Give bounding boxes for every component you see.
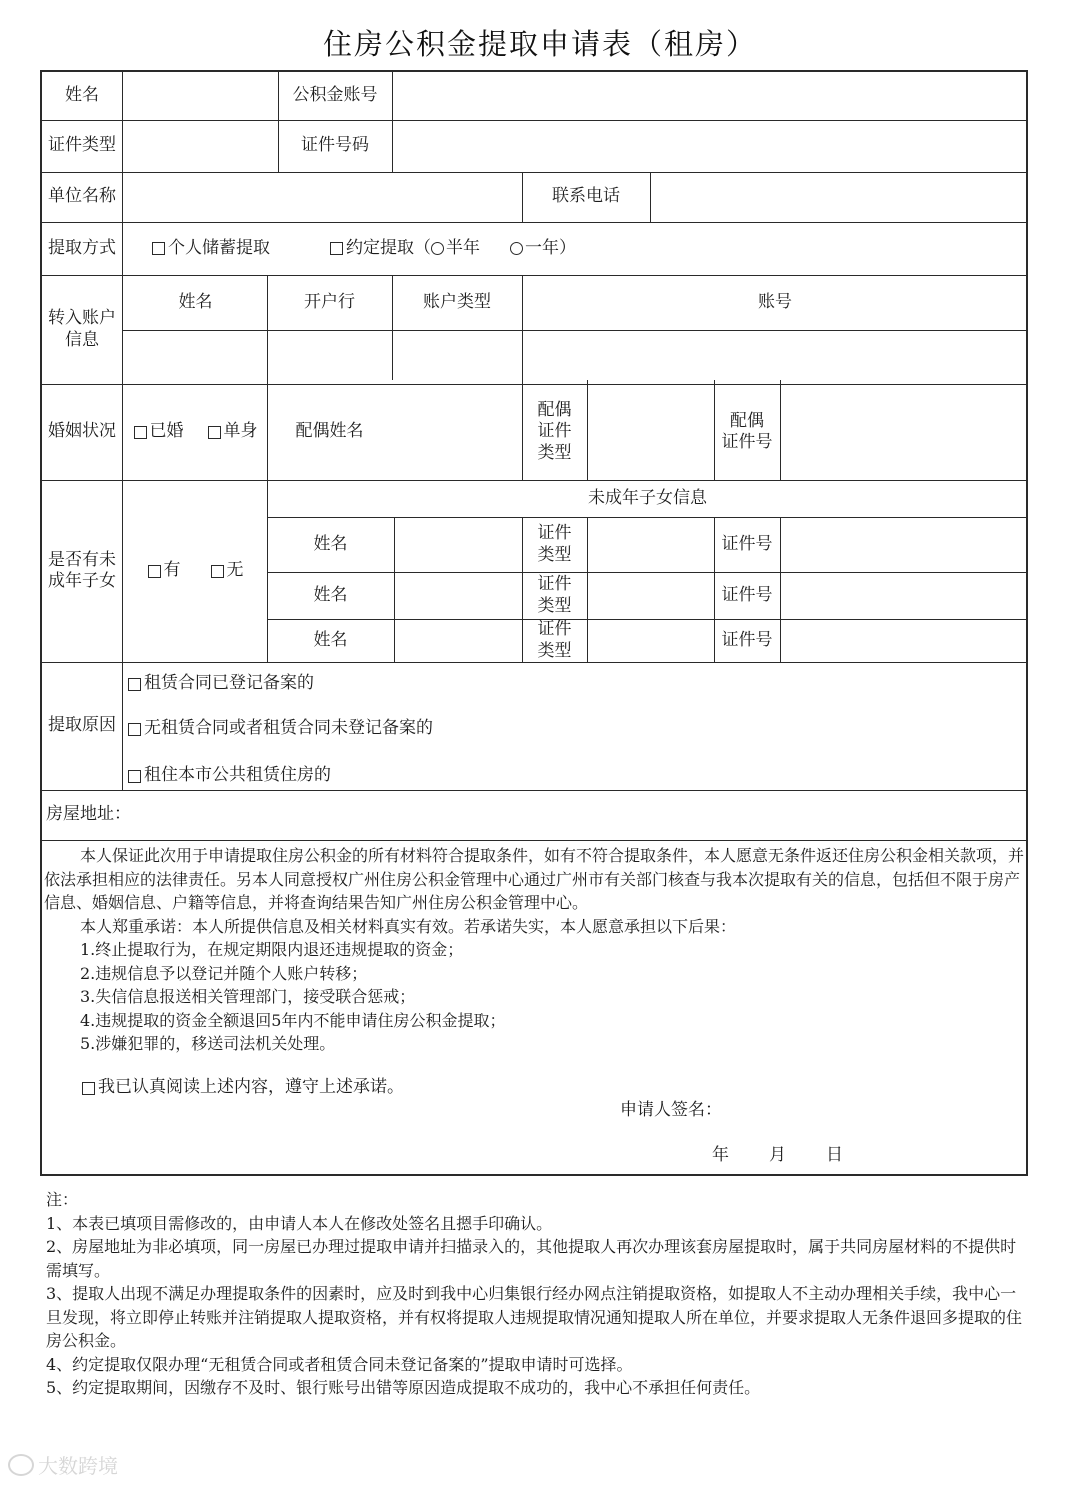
child-id-type-field[interactable] — [588, 619, 714, 662]
form-title: 住房公积金提取申请表（租房） — [322, 27, 757, 61]
child-id-type-label: 证件 类型 — [537, 574, 572, 616]
one-year-option: 一年） — [525, 237, 576, 258]
pledge-paragraph-2: 本人郑重承诺：本人所提供信息及相关材料真实有效。若承诺失实，本人愿意承担以下后果： — [80, 916, 737, 936]
child-id-type-label: 证件 类型 — [537, 619, 572, 661]
single-option[interactable]: 单身 — [208, 421, 258, 442]
radio-icon[interactable] — [510, 242, 523, 255]
transfer-bank-field[interactable] — [268, 331, 392, 383]
checkbox-icon[interactable] — [211, 565, 224, 578]
spouse-name-field[interactable] — [394, 384, 522, 480]
date-line — [712, 1143, 1012, 1169]
spouse-id-type-field[interactable] — [588, 384, 714, 480]
signature-label: 申请人签名： — [620, 1100, 722, 1121]
note-3: 3、提取人出现不满足办理提取条件的因素时，应及时到我中心归集银行经办网点注销提取资格，如提取人不主动办理相关手续，我中心一旦发现，将立即停止转账并注销提取人提取资格，并有权将提取人违规提取情况通知提取人所在单位，并要求提取人无条件退回多提取的住房公积金。 — [46, 1284, 1023, 1350]
day-label: 日 — [826, 1145, 843, 1166]
phone-label: 联系电话 — [552, 186, 620, 207]
note-2: 2、房屋地址为非必填项，同一房屋已办理过提取申请并扫描录入的，其他提取人再次办理该套房屋提取时，属于共同房屋材料的不提供时需填写。 — [46, 1237, 1017, 1280]
id-type-label: 证件类型 — [48, 135, 116, 156]
transfer-bank-header: 开户行 — [304, 291, 355, 312]
spouse-id-no-label: 配偶 证件号 — [721, 410, 773, 452]
month-label: 月 — [769, 1145, 786, 1166]
checkbox-icon[interactable] — [148, 565, 161, 578]
employer-label: 单位名称 — [48, 186, 116, 207]
checkbox-icon[interactable] — [134, 426, 147, 439]
watermark-logo-icon — [8, 1454, 34, 1476]
note-5: 5、约定提取期间，因缴存不及时、银行账号出错等原因造成提取不成功的，我中心不承担任何责任。 — [46, 1378, 761, 1397]
reason-label: 提取原因 — [48, 715, 116, 736]
name-field[interactable] — [124, 72, 276, 120]
id-number-label: 证件号码 — [301, 135, 369, 156]
id-number-field[interactable] — [394, 120, 1026, 172]
checkbox-icon[interactable] — [128, 678, 141, 691]
method-agreed-option[interactable]: 约定提取（ 半年 一年） — [330, 222, 800, 275]
transfer-name-header: 姓名 — [178, 291, 213, 312]
child-name-field[interactable] — [395, 572, 522, 619]
half-year-option: 半年 — [446, 237, 480, 258]
transfer-account-type-field[interactable] — [393, 331, 522, 383]
child-id-no-label: 证件号 — [721, 629, 773, 650]
child-id-no-field[interactable] — [782, 517, 1026, 572]
transfer-account-no-field[interactable] — [523, 331, 1026, 383]
consequence-4: 4.违规提取的资金全额退回5年内不能申请住房公积金提取； — [80, 1010, 506, 1030]
notes-section — [46, 1188, 1026, 1400]
fund-account-field[interactable] — [394, 72, 1026, 120]
pledge-text — [44, 844, 1028, 1056]
transfer-account-label: 转入账户 信息 — [48, 308, 116, 350]
child-name-label: 姓名 — [313, 533, 348, 554]
minor-children-label: 是否有未 成年子女 — [48, 549, 116, 591]
child-name-label: 姓名 — [313, 584, 348, 605]
note-1: 1、本表已填项目需修改的，由申请人本人在修改处签名且摁手印确认。 — [46, 1213, 553, 1233]
child-id-type-label: 证件 类型 — [537, 523, 572, 565]
child-name-field[interactable] — [395, 517, 522, 572]
marital-options — [124, 384, 267, 480]
name-label: 姓名 — [65, 85, 99, 106]
checkbox-icon[interactable] — [82, 1082, 95, 1095]
phone-field[interactable] — [652, 172, 1026, 222]
pledge-paragraph-1: 本人保证此次用于申请提取住房公积金的所有材料符合提取条件，如有不符合提取条件，本人愿意无条件返还住房公积金相关款项，并依法承担相应的法律责任。另本人同意授权广州住房公积金管理中心通过广州市有关部门核查与我本次提取有关的信息，包括但不限于房产信息、婚姻信息、户籍等信息，并将查询结果告知广州住房公积金管理中心。 — [44, 846, 1025, 912]
address-field[interactable] — [166, 792, 1026, 838]
method-label: 提取方式 — [48, 237, 116, 258]
minor-options — [124, 480, 267, 662]
radio-icon[interactable] — [431, 242, 444, 255]
transfer-name-field[interactable] — [124, 331, 267, 383]
child-id-no-field[interactable] — [782, 619, 1026, 662]
marital-label: 婚姻状况 — [48, 421, 116, 442]
consequence-5: 5.涉嫌犯罪的，移送司法机关处理。 — [80, 1034, 336, 1053]
note-4: 4、约定提取仅限办理“无租赁合同或者租赁合同未登记备案的”提取申请时可选择。 — [46, 1354, 633, 1374]
checkbox-icon[interactable] — [128, 770, 141, 783]
spouse-id-type-label: 配偶 证件 类型 — [537, 400, 572, 463]
consequence-3: 3.失信信息报送相关管理部门，接受联合惩戒； — [80, 987, 416, 1006]
child-id-type-field[interactable] — [588, 572, 714, 619]
id-type-field[interactable] — [124, 120, 276, 172]
checkbox-icon[interactable] — [208, 426, 221, 439]
child-id-type-field[interactable] — [588, 517, 714, 572]
minor-no-option[interactable]: 无 — [211, 560, 244, 581]
child-id-no-field[interactable] — [782, 572, 1026, 619]
watermark: 大数跨境 — [8, 1450, 118, 1479]
child-id-no-label: 证件号 — [721, 533, 773, 554]
confirm-option[interactable]: 我已认真阅读上述内容，遵守上述承诺。 — [82, 1075, 582, 1101]
married-option[interactable]: 已婚 — [134, 421, 184, 442]
spouse-id-no-field[interactable] — [782, 384, 1026, 480]
child-id-no-label: 证件号 — [721, 584, 773, 605]
checkbox-icon[interactable] — [128, 723, 141, 736]
spouse-name-label: 配偶姓名 — [295, 421, 364, 442]
minor-yes-option[interactable]: 有 — [148, 560, 181, 581]
employer-field[interactable] — [124, 172, 520, 222]
reason-option-3[interactable]: 租住本市公共租赁住房的 — [128, 762, 728, 790]
child-name-field[interactable] — [395, 619, 522, 662]
reason-option-2[interactable]: 无租赁合同或者租赁合同未登记备案的 — [128, 715, 728, 743]
fund-account-label: 公积金账号 — [292, 85, 378, 106]
consequence-2: 2.违规信息予以登记并随个人账户转移； — [80, 963, 368, 983]
reason-option-1[interactable]: 租赁合同已登记备案的 — [128, 670, 728, 698]
address-label: 房屋地址： — [46, 804, 131, 825]
method-personal-option[interactable]: 个人储蓄提取 — [152, 222, 332, 275]
checkbox-icon[interactable] — [152, 242, 165, 255]
checkbox-icon[interactable] — [330, 242, 343, 255]
transfer-account-type-header: 账户类型 — [423, 291, 491, 312]
transfer-account-no-header: 账号 — [758, 291, 792, 312]
child-name-label: 姓名 — [313, 629, 348, 650]
year-label: 年 — [712, 1145, 729, 1166]
notes-heading: 注： — [46, 1190, 79, 1209]
consequence-1: 1.终止提取行为，在规定期限内退还违规提取的资金； — [80, 940, 464, 959]
minor-info-header: 未成年子女信息 — [588, 487, 707, 508]
